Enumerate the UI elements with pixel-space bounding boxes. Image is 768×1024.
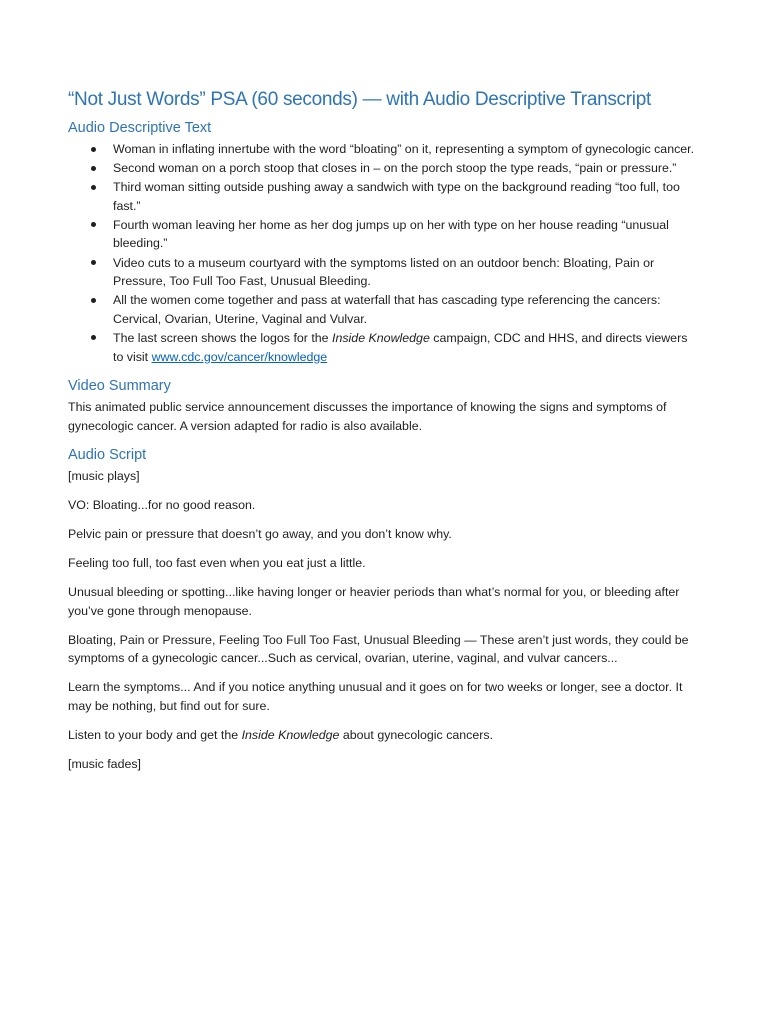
audio-script-heading: Audio Script bbox=[68, 447, 147, 464]
script-line: Bloating, Pain or Pressure, Feeling Too Full Too Fast, Unusual Bleeding — These aren’t just words, they could be symptoms of a gynecologic cancer...Such as cervical, ovarian, uterine, vaginal, and vulvar cancers... bbox=[68, 632, 689, 666]
list-item-last-screen bbox=[113, 329, 698, 366]
music-plays-cue: [music plays] bbox=[68, 469, 140, 484]
closing-text-after: about gynecologic cancers. bbox=[339, 727, 494, 742]
audio-descriptive-list bbox=[68, 140, 698, 366]
audio-script-section bbox=[68, 445, 698, 773]
inside-knowledge-italic: Inside Knowledge bbox=[332, 330, 430, 345]
script-line: Feeling too full, too fast even when you eat just a little. bbox=[68, 556, 366, 571]
cdc-knowledge-link[interactable]: www.cdc.gov/cancer/knowledge bbox=[151, 349, 328, 364]
script-closing-line bbox=[68, 726, 698, 745]
last-item-text-after: campaign, CDC and HHS, and directs viewers to visit bbox=[113, 330, 688, 364]
list-item: Second woman on a porch stoop that closes in – on the porch stoop the type reads, “pain or pressure.” bbox=[113, 159, 698, 178]
script-line: Unusual bleeding or spotting...like having longer or heavier periods than what’s normal for you, or bleeding after you’ve gone through menopause. bbox=[68, 585, 680, 618]
closing-text-before: Listen to your body and get the bbox=[68, 727, 242, 742]
list-item: Woman in inflating innertube with the word “bloating” on it, representing a symptom of gynecologic cancer. bbox=[113, 140, 698, 159]
audio-descriptive-section bbox=[68, 118, 698, 366]
script-line: Learn the symptoms... And if you notice anything unusual and it goes on for two weeks or longer, see a doctor. It may be nothing, but find out for sure. bbox=[68, 680, 683, 713]
last-item-text-before: The last screen shows the logos for the bbox=[113, 330, 333, 345]
video-summary-text: This animated public service announcement discusses the importance of knowing the signs and symptoms of gynecologic cancer. A version adapted for radio is also available. bbox=[68, 400, 667, 433]
audio-descriptive-heading: Audio Descriptive Text bbox=[68, 120, 212, 136]
script-line: Pelvic pain or pressure that doesn’t go away, and you don’t know why. bbox=[68, 527, 452, 542]
list-item: Fourth woman leaving her home as her dog jumps up on her with type on her house reading “unusual bleeding.” bbox=[113, 216, 698, 253]
script-line: VO: Bloating...for no good reason. bbox=[68, 498, 256, 513]
music-fades-cue: [music fades] bbox=[68, 756, 141, 771]
document-title: “Not Just Words” PSA (60 seconds) — with Audio Descriptive Transcript bbox=[68, 89, 651, 110]
video-summary-heading: Video Summary bbox=[68, 378, 171, 395]
list-item: All the women come together and pass at waterfall that has cascading type referencing the cancers: Cervical, Ovarian, Uterine, Vaginal and Vulvar. bbox=[113, 291, 698, 328]
list-item: Third woman sitting outside pushing away a sandwich with type on the background reading “too full, too fast.” bbox=[113, 178, 698, 215]
inside-knowledge-italic: Inside Knowledge bbox=[241, 727, 340, 742]
list-item: Video cuts to a museum courtyard with the symptoms listed on an outdoor bench: Bloating, Pain or Pressure, Too Full Too Fast, Unusual Bleeding. bbox=[113, 254, 698, 291]
video-summary-section bbox=[68, 376, 698, 435]
